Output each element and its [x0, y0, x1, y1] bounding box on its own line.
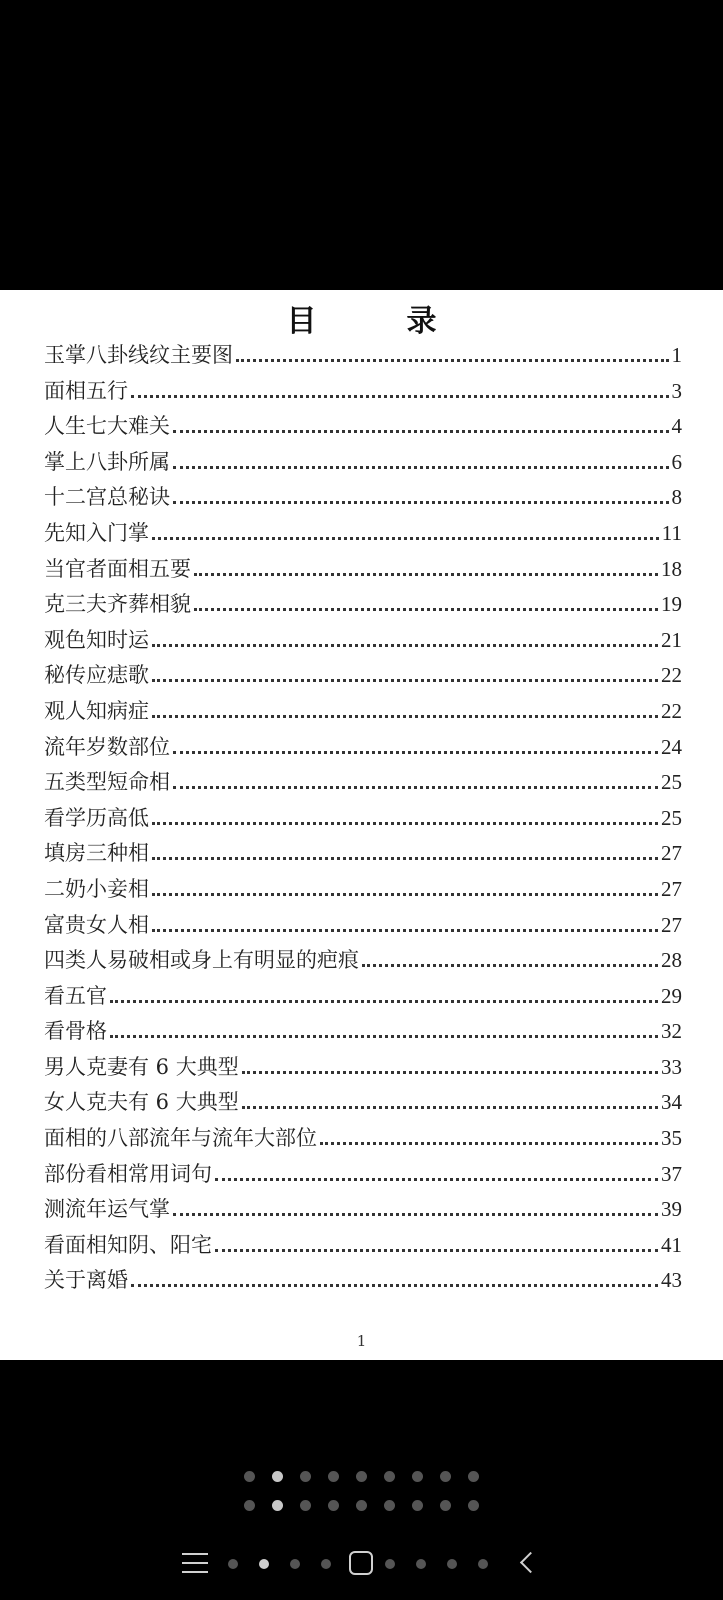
- toc-entry[interactable]: [44, 1014, 682, 1050]
- toc-entry-label: 测流年运气掌: [44, 1197, 170, 1222]
- toc-entry-page: 22: [661, 698, 682, 723]
- indicator-dot: [447, 1559, 457, 1569]
- toc-leader-dots: [320, 1142, 658, 1145]
- toc-entry-label: 看骨格: [44, 1019, 107, 1044]
- toc-entry[interactable]: [44, 836, 682, 872]
- toc-entry-page: 22: [661, 663, 682, 688]
- indicator-dot: [478, 1559, 488, 1569]
- page-title: 目 录: [286, 304, 467, 339]
- toc-entry[interactable]: [44, 1050, 682, 1086]
- toc-entry-label: 部份看相常用词句: [44, 1161, 212, 1186]
- toc-entry-label: 观色知时运: [44, 627, 149, 652]
- indicator-dot: [416, 1559, 426, 1569]
- toc-entry[interactable]: [44, 1085, 682, 1121]
- toc-entry[interactable]: [44, 1263, 682, 1299]
- back-icon[interactable]: [520, 1552, 541, 1573]
- toc-entry-label: 先知入门掌: [44, 520, 149, 545]
- toc-leader-dots: [173, 786, 658, 789]
- toc-entry-page: 27: [661, 912, 682, 937]
- indicator-dot: [356, 1500, 367, 1511]
- toc-entry-page: 34: [661, 1090, 682, 1115]
- toc-leader-dots: [110, 1035, 658, 1038]
- indicator-dot: [384, 1500, 395, 1511]
- toc-entry-page: 6: [671, 449, 682, 474]
- toc-entry-page: 35: [661, 1126, 682, 1151]
- toc-leader-dots: [152, 679, 658, 682]
- toc-entry-page: 37: [661, 1161, 682, 1186]
- toc-entry-label: 面相的八部流年与流年大部位: [44, 1126, 317, 1151]
- toc-entry-page: 43: [661, 1268, 682, 1293]
- toc-entry[interactable]: [44, 943, 682, 979]
- toc-entry-label: 二奶小妾相: [44, 876, 149, 901]
- toc-entry[interactable]: [44, 445, 682, 481]
- indicator-dot: [228, 1559, 238, 1569]
- navbar-dots-right: [385, 1559, 488, 1569]
- navbar-dots-left: [228, 1559, 331, 1569]
- toc-entry-label: 看五官: [44, 983, 107, 1008]
- toc-entry-label: 五类型短命相: [44, 770, 170, 795]
- toc-leader-dots: [173, 466, 669, 469]
- indicator-dot: [385, 1559, 395, 1569]
- toc-entry-page: 21: [661, 627, 682, 652]
- page-number: 1: [356, 1332, 367, 1350]
- indicator-dot: [412, 1471, 423, 1482]
- toc-entry-page: 33: [661, 1054, 682, 1079]
- toc-entry[interactable]: [44, 1121, 682, 1157]
- toc-entry-page: 29: [661, 983, 682, 1008]
- toc-leader-dots: [131, 1284, 658, 1287]
- toc-entry-label: 女人克夫有 6 大典型: [44, 1090, 239, 1115]
- toc-entry[interactable]: [44, 587, 682, 623]
- toc-leader-dots: [173, 430, 669, 433]
- toc-leader-dots: [173, 751, 658, 754]
- indicator-dot: [468, 1471, 479, 1482]
- toc-leader-dots: [152, 822, 658, 825]
- toc-entry-label: 当官者面相五要: [44, 556, 191, 581]
- indicator-dot: [244, 1471, 255, 1482]
- toc-entry-label: 十二宫总秘诀: [44, 485, 170, 510]
- toc-entry[interactable]: [44, 908, 682, 944]
- toc-entry[interactable]: [44, 1192, 682, 1228]
- toc-leader-dots: [173, 1213, 658, 1216]
- toc-entry[interactable]: [44, 694, 682, 730]
- toc-entry-label: 观人知病症: [44, 698, 149, 723]
- toc-entry[interactable]: [44, 409, 682, 445]
- toc-entry-label: 克三夫齐葬相貌: [44, 592, 191, 617]
- toc-entry-label: 玉掌八卦线纹主要图: [44, 343, 233, 367]
- indicator-dot: [328, 1471, 339, 1482]
- toc-entry-page: 25: [661, 770, 682, 795]
- toc-entry-label: 填房三种相: [44, 841, 149, 866]
- toc-leader-dots: [152, 857, 658, 860]
- indicator-dot: [290, 1559, 300, 1569]
- toc-entry-page: 24: [661, 734, 682, 759]
- toc-entry-label: 秘传应痣歌: [44, 663, 149, 688]
- toc-leader-dots: [152, 893, 658, 896]
- toc-entry-label: 流年岁数部位: [44, 734, 170, 759]
- toc-entry[interactable]: [44, 338, 682, 374]
- document-page: [0, 290, 723, 1360]
- toc-leader-dots: [362, 964, 658, 967]
- toc-entry-page: 27: [661, 841, 682, 866]
- toc-entry-page: 1: [671, 343, 682, 367]
- toc-leader-dots: [215, 1249, 658, 1252]
- toc-entry-label: 关于离婚: [44, 1268, 128, 1293]
- page-indicator-row-1: [0, 1471, 723, 1482]
- toc-entry-label: 看面相知阴、阳宅: [44, 1232, 212, 1257]
- toc-leader-dots: [236, 359, 669, 362]
- toc-entry[interactable]: [44, 1228, 682, 1264]
- toc-leader-dots: [194, 573, 658, 576]
- toc-entry-label: 男人克妻有 6 大典型: [44, 1054, 239, 1079]
- indicator-dot: [384, 1471, 395, 1482]
- toc-entry-page: 4: [671, 414, 682, 439]
- toc-entry[interactable]: [44, 658, 682, 694]
- menu-icon[interactable]: [182, 1553, 208, 1575]
- toc-entry-page: 39: [661, 1197, 682, 1222]
- toc-entry[interactable]: [44, 979, 682, 1015]
- indicator-dot: [244, 1500, 255, 1511]
- toc-leader-dots: [194, 608, 658, 611]
- toc-entry-page: 28: [661, 948, 682, 973]
- toc-leader-dots: [173, 501, 669, 504]
- toc-leader-dots: [152, 537, 659, 540]
- toc-entry-label: 富贵女人相: [44, 912, 149, 937]
- indicator-dot: [468, 1500, 479, 1511]
- indicator-dot: [300, 1500, 311, 1511]
- toc-leader-dots: [242, 1106, 658, 1109]
- indicator-dot: [412, 1500, 423, 1511]
- toc-entry-label: 人生七大难关: [44, 414, 170, 439]
- page-indicator-row-2: [0, 1500, 723, 1511]
- indicator-dot: [272, 1500, 283, 1511]
- toc-entry-page: 25: [661, 805, 682, 830]
- toc-leader-dots: [242, 1071, 658, 1074]
- indicator-dot: [259, 1559, 269, 1569]
- toc-entry[interactable]: [44, 623, 682, 659]
- indicator-dot: [321, 1559, 331, 1569]
- toc-entry-page: 41: [661, 1232, 682, 1257]
- toc-entry-page: 27: [661, 876, 682, 901]
- toc-entry-page: 8: [671, 485, 682, 510]
- toc-entry-page: 18: [661, 556, 682, 581]
- toc-entry-page: 32: [661, 1019, 682, 1044]
- indicator-dot: [356, 1471, 367, 1482]
- toc-leader-dots: [131, 395, 669, 398]
- toc-leader-dots: [152, 644, 658, 647]
- indicator-dot: [328, 1500, 339, 1511]
- toc-entry[interactable]: [44, 801, 682, 837]
- table-of-contents: [44, 338, 682, 1299]
- indicator-dot: [440, 1471, 451, 1482]
- toc-entry-page: 3: [671, 378, 682, 403]
- toc-entry[interactable]: [44, 480, 682, 516]
- toc-entry[interactable]: [44, 1157, 682, 1193]
- indicator-dot: [300, 1471, 311, 1482]
- toc-entry[interactable]: [44, 552, 682, 588]
- toc-entry[interactable]: [44, 730, 682, 766]
- indicator-dot: [272, 1471, 283, 1482]
- toc-entry-label: 面相五行: [44, 378, 128, 403]
- toc-entry[interactable]: [44, 374, 682, 410]
- toc-entry[interactable]: [44, 872, 682, 908]
- toc-entry[interactable]: [44, 765, 682, 801]
- toc-entry-page: 11: [661, 520, 682, 545]
- toc-entry-label: 四类人易破相或身上有明显的疤痕: [44, 948, 359, 973]
- toc-leader-dots: [215, 1178, 658, 1181]
- toc-entry-page: 19: [661, 592, 682, 617]
- indicator-dot: [440, 1500, 451, 1511]
- system-navbar: [0, 1545, 723, 1585]
- toc-entry-label: 掌上八卦所属: [44, 449, 170, 474]
- home-icon[interactable]: [349, 1551, 373, 1575]
- toc-entry[interactable]: [44, 516, 682, 552]
- toc-leader-dots: [110, 1000, 658, 1003]
- toc-leader-dots: [152, 929, 658, 932]
- toc-leader-dots: [152, 715, 658, 718]
- toc-entry-label: 看学历高低: [44, 805, 149, 830]
